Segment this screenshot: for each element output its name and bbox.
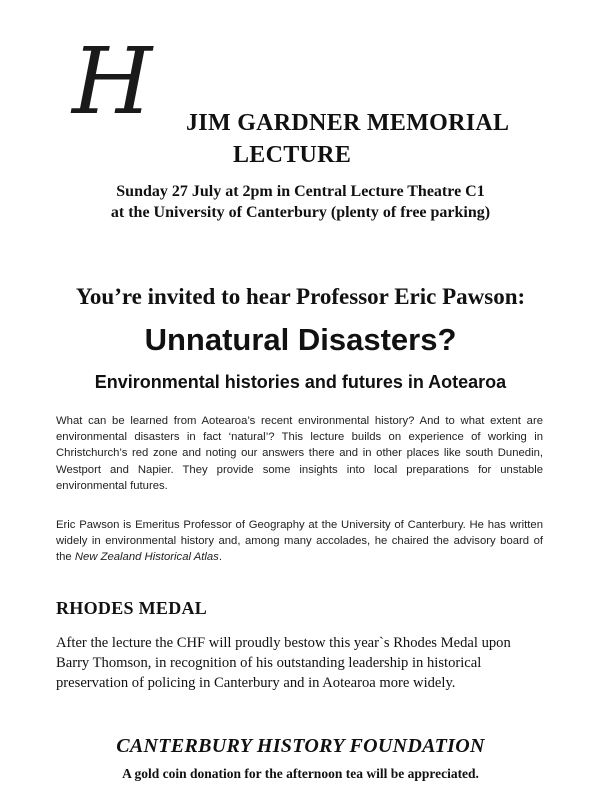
atlas-title: New Zealand Historical Atlas [74,551,219,564]
donation-note: A gold coin donation for the afternoon tea will be appreciated. [122,766,479,781]
speaker-invitation: You’re invited to hear Professor Eric Pawson: [75,284,526,309]
talk-abstract: What can be learned from Aotearoa’s recent environmental history? And to what extent are environmental disasters in fact ‘natural’? This lecture builds on experience of working in Christchurch’s red zone and noting our answers there and in other places like south Dunedin, Westport and Napier. They provide some insights into local preparations for unstable environmental futures. [56,415,543,492]
event-when-line-1: Sunday 27 July at 2pm in Central Lecture Theatre C1 [116,183,485,200]
speaker-bio-text: Eric Pawson is Emeritus Professor of Geography at the University of Canterbury. He has written widely in environmental history and, among many accolades, he chaired the advisory board of the [56,519,543,564]
speaker-bio [56,517,543,566]
event-when-line-2: at the University of Canterbury (plenty of free parking) [110,204,491,221]
lecture-title-line-2: LECTURE [233,142,352,168]
organisation-name: CANTERBURY HISTORY FOUNDATION [116,735,485,757]
rhodes-medal-text: After the lecture the CHF will proudly bestow this year`s Rhodes Medal upon Barry Thomson, in recognition of his outstanding leadership in historical preservation of policing in Canterbury and in Aotearoa more widely. [56,635,511,691]
lecture-title-line-1: JIM GARDNER MEMORIAL [186,110,510,136]
talk-title: Unnatural Disasters? [144,322,457,357]
foundation-logo: H [72,28,153,135]
speaker-bio-end: . [218,551,222,564]
talk-subtitle: Environmental histories and futures in Aotearoa [94,372,507,392]
rhodes-medal-heading: RHODES MEDAL [56,598,208,618]
